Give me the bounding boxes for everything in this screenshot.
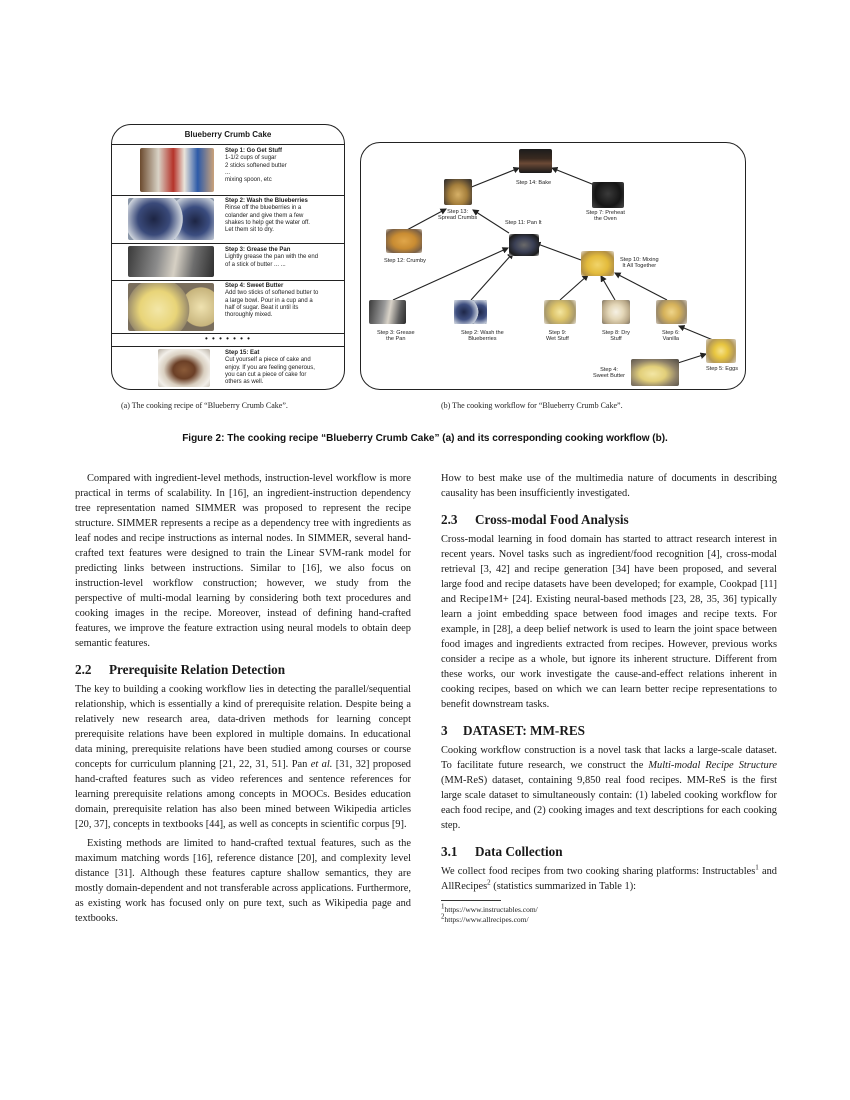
step1-line: mixing spoon, etc xyxy=(225,177,272,184)
section-number: 3 xyxy=(441,723,448,738)
edge-grease-to-panit xyxy=(393,248,508,300)
label-step3 xyxy=(377,330,415,343)
node-wet-stuff-photo xyxy=(544,300,576,324)
recipe-title: Blueberry Crumb Cake xyxy=(184,130,272,139)
edge-vanilla-to-mixing xyxy=(615,273,667,300)
paragraph xyxy=(441,864,777,894)
label-text: Step 7: Preheat xyxy=(586,210,625,216)
label-text: Wet Stuff xyxy=(546,336,569,343)
text-run: We collect food recipes from two cooking sharing platforms: Instructables xyxy=(441,866,756,877)
label-step2 xyxy=(461,330,504,343)
paragraph: Compared with ingredient-level methods, instruction-level workflow is more practical in terms of scalability. In [16], an ingredient-instruction dependency tree representation named SIMMER was proposed to represent the recipe structure. SIMMER represents a recipe as a dependency tree with ingredients as leaf nodes and recipe instructions as internal nodes. In SIMMER, several hand-crafted text features were designed to train the Linear SVM-rank model for predicting links between instructions. Similar to [16], we also focus on instruction-level workflow construction; however, we study from the perspective of multi-modal learning by considering both text procedures and cooking images in the recipe. Moreover, instead of defining hand-crafted features, we improve the feature extraction using neural models to obtain deep semantic features. xyxy=(75,473,411,649)
label-text: Step 9: xyxy=(548,330,567,336)
text-run: Cooking workflow construction is a novel task that lacks a large-scale dataset. To facilitate future research, we construct the xyxy=(441,745,777,771)
edge-wash-to-panit xyxy=(471,253,513,300)
paragraph: Existing methods are limited to hand-crafted textual features, such as the maximum matching words [16], reference distance [20], and complexity level distance [31]. Although these features capture shallow semantics, they are mostly domain-dependent and not transferable across applications. Furthermore, as existing work has focused only on pure text, such as Wikipedia page and textbooks. xyxy=(75,838,411,924)
section-heading-3 xyxy=(441,723,777,739)
section-number: 2.3 xyxy=(441,512,458,527)
step4-line: half of sugar. Beat it until its xyxy=(225,304,299,311)
divider xyxy=(112,144,344,145)
step4-title: Step 4: Sweet Butter xyxy=(225,283,284,289)
step4-line: Add two sticks of softened butter to xyxy=(225,290,319,297)
section-number: 3.1 xyxy=(441,844,458,859)
step3-line: of a stick of butter ... ... xyxy=(225,261,286,268)
label-text: Step 8: Dry xyxy=(602,330,630,336)
label-step4 xyxy=(593,367,625,380)
step1-line: 1-1/2 cups of sugar xyxy=(225,155,277,162)
edge-wet-to-mixing xyxy=(560,275,588,300)
label-text: Step 12: Crumby xyxy=(384,258,426,264)
label-step8 xyxy=(602,330,630,343)
footnote-marker: 2 xyxy=(487,878,491,887)
node-vanilla-photo xyxy=(656,300,687,324)
paragraph xyxy=(441,743,777,833)
section-number: 2.2 xyxy=(75,662,92,677)
left-column xyxy=(75,471,411,926)
label-text: Step 13: xyxy=(447,209,469,215)
node-eggs-photo xyxy=(706,339,736,363)
label-text: Step 3: Grease xyxy=(377,330,415,336)
step15-line: Cut yourself a piece of cake and xyxy=(225,357,311,364)
node-grease-pan-photo xyxy=(369,300,406,324)
step2-line: Let them sit to dry. xyxy=(225,227,274,234)
step2-line: shakes to help get the water off. xyxy=(225,219,310,226)
workflow-edges xyxy=(361,143,746,390)
text-run: [31, 32] proposed hand-crafted features such as video references and sentence references for learning prerequisite relations among concepts in MOOCs. Besides education domain, prerequisite relation has also been mined between Wikipedia articles [20, 37], concepts in textbooks [44], as well as concepts in scientific corpus [9]. xyxy=(75,759,411,830)
divider xyxy=(112,195,344,196)
label-text: Blueberries xyxy=(468,336,497,343)
footnote-link[interactable]: https://www.allrecipes.com/ xyxy=(444,915,529,924)
label-step12 xyxy=(384,258,426,264)
label-text: Spread Crumbs xyxy=(438,215,478,222)
step15-line: you can cut a piece of cake for xyxy=(225,371,307,378)
label-text: Sweet Butter xyxy=(593,373,626,380)
step2-line: colander and give them a few xyxy=(225,212,304,219)
step3-title: Step 3: Grease the Pan xyxy=(225,247,291,253)
divider xyxy=(112,280,344,281)
label-text: Step 5: Eggs xyxy=(706,366,739,372)
divider xyxy=(112,346,344,347)
node-pan-it-photo xyxy=(509,234,539,256)
label-text: the Pan xyxy=(386,336,406,343)
paragraph: Cross-modal learning in food domain has started to attract research interest in recent years. Novel tasks such as ingredient/food recognition [4], cross-modal retrieval [3, 42] and recipe generation [34] have been proposed, and several large food and recipe datasets have been developed; for example, Cookpad [11] and Recipe1M+ [24]. Existing neural-based methods [23, 28, 35, 36] typically learn a joint embedding space between food images and recipe texts. For example, in [28], a deep belief network is used to learn the joint space between food images and ingredients extracted from recipes. However, previous works consider a recipe as a whole, but ignore its inherent structure. Different from these works, our work investigate the cause-and-effect relations inherent in cooking recipes, based on which we can learn better recipe representations to benefit downstream tasks. xyxy=(441,534,777,710)
step3-line: Lightly grease the pan with the end xyxy=(225,254,319,261)
label-step14 xyxy=(516,180,551,186)
footnotes xyxy=(441,902,777,925)
text-run: (statistics summarized in Table 1): xyxy=(490,881,637,892)
node-wash-blueberries-photo xyxy=(454,300,487,324)
step4-sweet-butter-photo xyxy=(128,283,214,331)
edge-panit-to-spread xyxy=(473,210,509,233)
step15-line: enjoy. If you are feeling generous, xyxy=(225,364,315,371)
step1-title: Step 1: Go Get Stuff xyxy=(225,148,282,154)
step3-grease-pan-photo xyxy=(128,246,214,277)
footnote-number: 1 xyxy=(441,902,445,911)
label-step13 xyxy=(438,209,477,222)
figure-b-workflow-graph xyxy=(360,142,746,390)
figure-a-recipe-panel xyxy=(111,124,345,390)
footnote-number: 2 xyxy=(441,912,445,921)
node-dry-stuff-photo xyxy=(602,300,630,324)
edge-eggs-to-vanilla xyxy=(679,326,713,340)
label-step5 xyxy=(706,366,738,372)
label-text: Vanilla xyxy=(662,336,680,343)
step2-title: Step 2: Wash the Blueberries xyxy=(225,198,308,204)
label-step11 xyxy=(505,220,542,226)
step2-line: Rinse off the blueberries in a xyxy=(225,205,302,212)
text-run-italic: et al. xyxy=(310,759,333,770)
footnote-marker: 1 xyxy=(755,863,759,872)
footnote-rule xyxy=(441,900,501,901)
figure-b-caption: (b) The cooking workflow for “Blueberry Crumb Cake”. xyxy=(441,401,623,410)
label-text: Step 11: Pan It xyxy=(505,220,542,226)
step1-ingredients-photo xyxy=(140,148,214,192)
section-heading-2-3 xyxy=(441,512,777,528)
node-spread-crumbs-photo xyxy=(444,179,472,205)
step1-line: 2 sticks softened butter xyxy=(225,162,287,169)
ellipsis-dots: • • • • • • • xyxy=(205,334,251,343)
footnote-2 xyxy=(441,912,777,925)
text-run: (MM-ReS) dataset, containing 9,850 real food recipes. MM-ReS is the first large scale dataset to simultaneously contain: (1) labeled cooking workflow for each food recipe, and (2) cooking images and text descriptions for each cooking step. xyxy=(441,775,777,831)
paragraph: How to best make use of the multimedia nature of documents in describing causality has been insufficiently investigated. xyxy=(441,473,777,499)
step15-line: others as well. xyxy=(225,379,264,386)
label-step6 xyxy=(662,330,680,343)
step15-cake-slice-photo xyxy=(158,349,210,387)
section-title: Data Collection xyxy=(475,844,563,859)
divider xyxy=(112,243,344,244)
step1-line: ... xyxy=(225,169,231,176)
footnote-link[interactable]: https://www.instructables.com/ xyxy=(444,905,538,914)
paragraph xyxy=(75,682,411,832)
edge-dry-to-mixing xyxy=(601,276,615,300)
section-title: Cross-modal Food Analysis xyxy=(475,512,629,527)
label-text: the Oven xyxy=(594,216,617,223)
label-step9 xyxy=(546,330,569,343)
text-run: and AllRecipes xyxy=(441,866,777,892)
section-title: Prerequisite Relation Detection xyxy=(109,662,286,677)
text-run: The key to building a cooking workflow lies in detecting the parallel/sequential relationship, which is essentially a kind of prerequisite relation. Despite being a relatively new research area, data-driven methods for learning concept prerequisite relations have been explored in multiple domains. In educational data mining, prerequisite relations have been studied among courses or course concepts for curriculum planning [21, 22, 31, 51]. Pan xyxy=(75,684,411,770)
label-text: Step 14: Bake xyxy=(516,180,552,186)
label-text: Step 6: xyxy=(662,330,680,336)
section-title: DATASET: MM-RES xyxy=(463,723,585,738)
label-text: Step 10: Mixing xyxy=(620,257,659,263)
label-step10 xyxy=(620,257,659,270)
edge-preheat-to-bake xyxy=(552,168,597,186)
figure-a-caption: (a) The cooking recipe of “Blueberry Crumb Cake”. xyxy=(121,401,288,410)
section-heading-2-2 xyxy=(75,662,411,678)
edge-mixing-to-panit xyxy=(535,243,581,260)
text-run-italic: Multi-modal Recipe Structure xyxy=(648,760,777,771)
node-bake-photo xyxy=(519,149,552,173)
figure-caption: Figure 2: The cooking recipe “Blueberry Crumb Cake” (a) and its corresponding cooking workflow (b). xyxy=(182,433,668,444)
label-step7 xyxy=(586,210,625,223)
edge-spread-to-bake xyxy=(464,168,519,190)
label-text: Step 2: Wash the xyxy=(461,330,504,336)
node-sweet-butter-photo xyxy=(631,359,679,386)
node-crumby-photo xyxy=(386,229,422,253)
step15-title: Step 15: Eat xyxy=(225,350,260,356)
label-text: It All Together xyxy=(622,263,657,270)
section-heading-3-1 xyxy=(441,844,777,860)
step4-line: thoroughly mixed. xyxy=(225,312,273,319)
step4-line: a large bowl. Pour in a cup and a xyxy=(225,297,313,304)
right-column xyxy=(441,471,777,925)
footnote-1 xyxy=(441,902,777,915)
node-preheat-photo xyxy=(592,182,624,208)
label-text: Stuff xyxy=(610,336,622,343)
label-text: Step 4: xyxy=(600,367,618,373)
node-mixing-photo xyxy=(581,251,614,276)
step2-blueberries-photo xyxy=(128,198,214,240)
